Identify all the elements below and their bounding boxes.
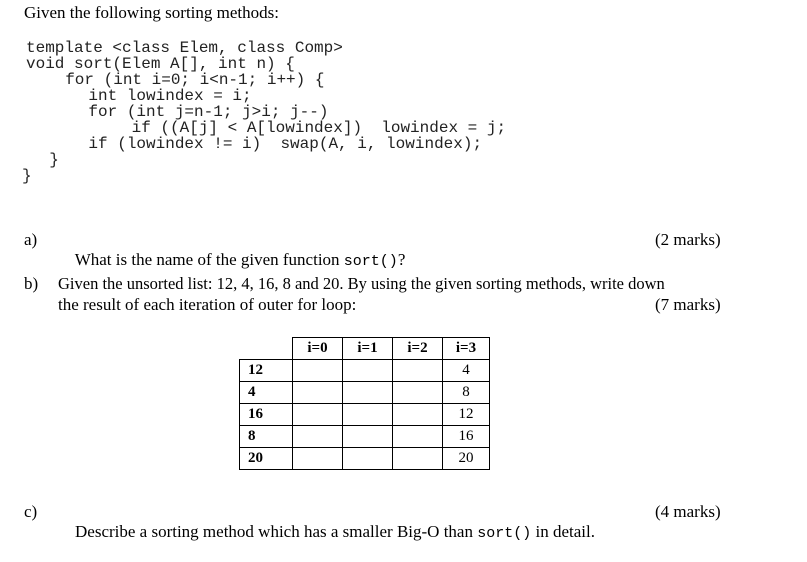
table-cell: 12 bbox=[443, 404, 490, 426]
table-cell: 16 bbox=[443, 426, 490, 448]
question-text-line: Given the unsorted list: 12, 4, 16, 8 and 20. By using the given sorting methods, write down bbox=[58, 274, 665, 293]
row-label: 8 bbox=[240, 426, 293, 448]
code-line: for (int j=n-1; j>i; j--) bbox=[50, 103, 329, 121]
inline-code: sort() bbox=[477, 525, 532, 542]
code-line: template <class Elem, class Comp> bbox=[26, 39, 343, 57]
row-label: 20 bbox=[240, 448, 293, 470]
table-cell bbox=[343, 404, 393, 426]
table-cell: 20 bbox=[443, 448, 490, 470]
table-cell bbox=[393, 448, 443, 470]
code-line: for (int i=0; i<n-1; i++) { bbox=[46, 71, 325, 89]
table-cell bbox=[393, 404, 443, 426]
table-header-row bbox=[240, 338, 490, 360]
table-cell: 8 bbox=[443, 382, 490, 404]
question-text-part: ? bbox=[397, 250, 406, 269]
question-label: a) bbox=[24, 230, 38, 249]
row-label: 16 bbox=[240, 404, 293, 426]
table-cell bbox=[343, 382, 393, 404]
table-cell bbox=[293, 448, 343, 470]
intro-text: Given the following sorting methods: bbox=[24, 3, 279, 22]
table-header-cell: i=3 bbox=[443, 338, 490, 360]
table-cell bbox=[293, 382, 343, 404]
code-line: if ((A[j] < A[lowindex]) lowindex = j; bbox=[74, 119, 507, 137]
table-cell bbox=[393, 382, 443, 404]
table-cell bbox=[293, 426, 343, 448]
table-cell bbox=[393, 360, 443, 382]
code-line: } bbox=[30, 151, 59, 169]
table-row bbox=[240, 360, 490, 382]
table-row bbox=[240, 382, 490, 404]
question-text-part: in detail. bbox=[531, 522, 595, 541]
table-corner bbox=[240, 338, 293, 360]
code-block bbox=[22, 39, 586, 190]
question-label: c) bbox=[24, 502, 38, 521]
question-text-part: Describe a sorting method which has a smaller Big-O than bbox=[75, 522, 478, 541]
table-header-cell: i=0 bbox=[293, 338, 343, 360]
table-row bbox=[240, 404, 490, 426]
table-cell bbox=[343, 448, 393, 470]
table-cell bbox=[343, 426, 393, 448]
row-label: 4 bbox=[240, 382, 293, 404]
table-header-cell: i=2 bbox=[393, 338, 443, 360]
table-cell bbox=[293, 360, 343, 382]
table-cell bbox=[393, 426, 443, 448]
table-cell bbox=[293, 404, 343, 426]
question-marks: (4 marks) bbox=[655, 502, 721, 521]
code-line: } bbox=[22, 167, 32, 185]
row-label: 12 bbox=[240, 360, 293, 382]
table-row bbox=[240, 448, 490, 470]
question-marks: (7 marks) bbox=[655, 295, 721, 314]
table-row bbox=[240, 426, 490, 448]
inline-code: sort() bbox=[343, 253, 398, 270]
table-cell: 4 bbox=[443, 360, 490, 382]
table-header-cell: i=1 bbox=[343, 338, 393, 360]
code-line: if (lowindex != i) swap(A, i, lowindex); bbox=[50, 135, 483, 153]
question-label: b) bbox=[24, 274, 39, 293]
table-cell bbox=[343, 360, 393, 382]
iteration-table bbox=[239, 337, 490, 470]
question-text-part: What is the name of the given function bbox=[74, 250, 344, 269]
question-text bbox=[58, 502, 595, 562]
code-line: int lowindex = i; bbox=[50, 87, 252, 105]
code-line: void sort(Elem A[], int n) { bbox=[26, 55, 295, 73]
question-text-line: the result of each iteration of outer for loop: bbox=[58, 295, 357, 314]
question-marks: (2 marks) bbox=[655, 230, 721, 249]
